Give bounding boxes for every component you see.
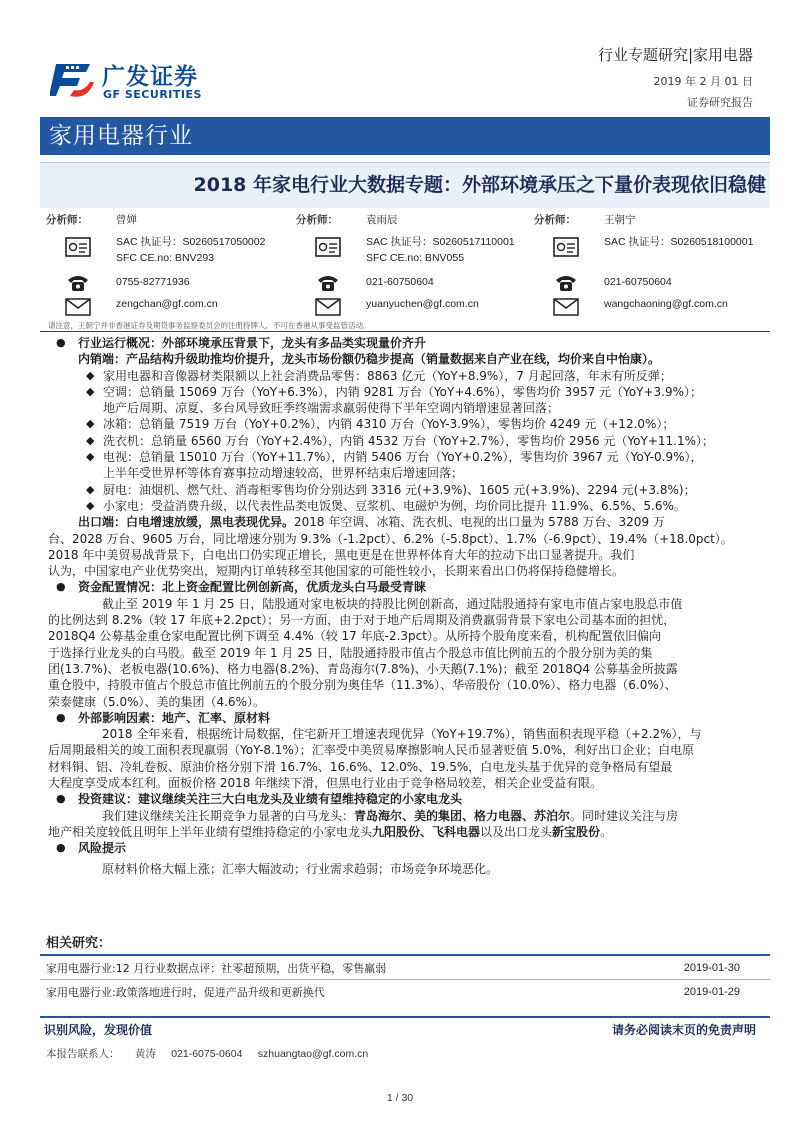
page-number: 1 / 30 <box>386 1092 414 1104</box>
related-item[interactable] <box>40 979 770 1004</box>
diamond-bullet-icon: ◆ <box>86 433 95 447</box>
contact-phone: 021-6075-0604 <box>171 1048 243 1060</box>
contact-label: 本报告联系人： <box>46 1048 120 1060</box>
diamond-bullet-icon: ◆ <box>86 498 95 512</box>
subsection-heading: 内销端：产品结构升级助推均价提升，龙头市场份额仍稳步提高（销量数据来自产业在线，均价来自中怡康）。 <box>78 352 661 367</box>
footer-slogan: 识别风险，发现价值 <box>44 1023 153 1037</box>
gf-logo <box>50 56 220 106</box>
sector-banner: 家用电器行业 <box>40 117 770 155</box>
contact-name: 黄涛 <box>134 1048 156 1060</box>
analyst-sfc: SFC CE.no: BNV055 <box>366 252 465 264</box>
paragraph-line: 大程度享受成本红利。面板价格 2018 年继续下滑，但黑电行业由于竞争格局较差，相关企业受益有限。 <box>48 776 603 791</box>
related-title: 相关研究： <box>46 936 112 951</box>
export-paragraph-line: 台、2028 万台、9605 万台，同比增速分别为 9.3%（-1.2pct）、6.2%（-5.8pct）、1.7%（-6.9pct）、19.4%（+18.0pct）。 <box>48 531 733 546</box>
report-type: 证券研究报告 <box>687 96 753 109</box>
analyst-card <box>296 212 526 318</box>
analyst-sac: SAC 执证号：S0260518100001 <box>604 236 754 248</box>
paragraph-line: 的比例达到 8.2%（较 17 年底+2.2pct）；另一方面，由于对于地产后周期及消费羸弱背景下家电公司基本面的担忧， <box>48 613 676 628</box>
diamond-bullet-icon: ◆ <box>86 368 95 382</box>
export-paragraph-line: 2018 年中美贸易战背景下，白电出口仍实现正增长，黑电更是在世界杯体育大年的拉动下出口显著提升。我们 <box>48 547 635 562</box>
paragraph-line: 于选择行业龙头的白马股。截至 2019 年 1 月 25 日，陆股通持股市值占个股总市值比例前五的个股分别为美的集 <box>48 645 653 660</box>
section-heading: ● 风险提示 <box>56 841 127 856</box>
logo-cn-text: 广发证券 <box>102 64 198 90</box>
header-meta <box>598 44 753 110</box>
analyst-email[interactable]: yuanyuchen@gf.com.cn <box>366 298 479 310</box>
analyst-role: 分析师： <box>296 214 338 226</box>
paragraph-line: 重仓股中，持股市值占个股总市值比例前五的个股分别为奥佳华（11.3%）、华帝股份（10.0%）、格力电器（6.0%）、 <box>48 678 677 693</box>
divider <box>40 331 770 332</box>
contact-email[interactable]: szhuangtao@gf.com.cn <box>257 1048 369 1060</box>
list-item: ◆ 家用电器和音像器材类限额以上社会消费品零售：8863 亿元（YoY+8.9%），7 月起回落，年末有所反弹； <box>86 368 672 383</box>
certificate-icon <box>64 236 92 260</box>
list-item-continuation: 上半年受世界杯等体育赛事拉动增速较高，世界杯结束后增速回落； <box>103 466 464 481</box>
diamond-bullet-icon: ◆ <box>86 482 95 496</box>
section-heading: ● 行业运行概况：外部环境承压背景下，龙头有多品类实现量价齐升 <box>56 336 427 350</box>
diamond-bullet-icon: ◆ <box>86 384 95 398</box>
analyst-phone: 021-60750604 <box>366 276 434 288</box>
paragraph-line: 荣泰健康（5.0%）、美的集团（4.6%）。 <box>48 694 265 709</box>
analyst-sac: SAC 执证号：S0260517050002 <box>116 236 266 248</box>
list-item: ◆ 洗衣机：总销量 6560 万台（YoY+2.4%），内销 4532 万台（YoY+2.7%），零售均价 2956 元（YoY+11.1%）； <box>86 433 714 448</box>
footer-disclaimer-link[interactable]: 请务必阅读末页的免责声明 <box>611 1023 756 1037</box>
report-date: 2019 年 2 月 01 日 <box>653 75 753 88</box>
gf-logo-mark-icon <box>50 56 96 102</box>
analyst-role: 分析师： <box>46 214 88 226</box>
bullet-icon: ● <box>56 792 66 806</box>
section-heading: ● 投资建议：建议继续关注三大白电龙头及业绩有望维持稳定的小家电龙头 <box>56 792 463 807</box>
export-paragraph-line: 认为，中国家电产业优势突出，短期内订单转移至其他国家的可能性较小，长期来看出口仍将保持稳健增长。 <box>48 564 625 579</box>
analyst-phone: 0755-82771936 <box>116 276 190 288</box>
analyst-card <box>46 212 276 318</box>
analyst-email[interactable]: wangchaoning@gf.com.cn <box>604 298 728 310</box>
paragraph-line: 截止至 2019 年 1 月 25 日，陆股通对家电板块的持股比例创新高，通过陆股通持有家电市值占家电股总市值 <box>102 596 683 611</box>
list-item: ◆ 电视：总销量 15010 万台（YoY+11.7%），内销 5406 万台（YoY+0.2%），零售均价 3967 元（YoY-0.9%）， <box>86 450 703 465</box>
analyst-card <box>534 212 764 318</box>
mail-icon <box>65 298 91 316</box>
phone-icon <box>66 274 90 292</box>
analyst-name: 曾婵 <box>116 214 137 226</box>
related-item-title[interactable]: 家用电器行业:12 月行业数据点评：社零超预期，出货平稳，零售羸弱 <box>46 962 387 975</box>
certificate-icon <box>314 236 342 260</box>
export-paragraph: 出口端：白电增速放缓，黑电表现优异。2018 年空调、冰箱、洗衣机、电视的出口量为 5788 万台、3209 万 <box>78 515 665 530</box>
page-header <box>0 0 800 112</box>
related-item-title[interactable]: 家用电器行业:政策落地进行时，促进产品升级和更新换代 <box>46 986 325 999</box>
related-item-date: 2019-01-29 <box>683 986 740 998</box>
mail-icon <box>553 298 579 316</box>
report-category: 行业专题研究|家用电器 <box>597 46 753 64</box>
bullet-icon: ● <box>56 336 66 349</box>
phone-icon <box>554 274 578 292</box>
footer-divider <box>40 1016 770 1018</box>
diamond-bullet-icon: ◆ <box>86 450 95 464</box>
certificate-icon <box>552 236 580 260</box>
paragraph-line: 团(13.7%)、老板电器(10.6%)、格力电器(8.2%)、青岛海尔(7.8%)、小天鹅(7.1%)；截至 2018Q4 公募基金所披露 <box>48 661 678 676</box>
contact-line <box>46 1046 380 1061</box>
risk-text: 原材料价格大幅上涨；汇率大幅波动；行业需求趋弱；市场竞争环境恶化。 <box>102 861 499 876</box>
logo-en-text: GF SECURITIES <box>103 88 202 101</box>
mail-icon <box>315 298 341 316</box>
report-summary <box>48 335 766 877</box>
paragraph-line: 后周期最相关的竣工面积表现羸弱（YoY-8.1%）；汇率受中美贸易摩擦影响人民币显著贬值 5.0%，利好出口企业；白电原 <box>48 743 695 758</box>
section-heading: ● 资金配置情况：北上资金配置比例创新高，优质龙头白马最受青睐 <box>56 580 427 595</box>
analyst-email[interactable]: zengchan@gf.com.cn <box>116 298 218 310</box>
paragraph-line: 2018Q4 公募基金重仓家电配置比例下调至 4.4%（较 17 年底-2.3pct）。从所持个股角度来看，机构配置依旧偏向 <box>48 629 661 644</box>
analyst-block <box>46 212 776 318</box>
phone-icon <box>316 274 340 292</box>
related-item-date: 2019-01-30 <box>683 962 740 974</box>
bullet-icon: ● <box>56 580 66 594</box>
paragraph-line: 材料铜、铝、冷轧卷板、原油价格分别下滑 16.7%、16.6%、12.0%、19.5%，白电龙头基于优异的竞争格局有望最 <box>48 759 673 774</box>
analyst-phone: 021-60750604 <box>604 276 672 288</box>
paragraph-line: 2018 全年来看，根据统计局数据，住宅新开工增速表现优异（YoY+19.7%），销售面积表现平稳（+2.2%），与 <box>102 727 702 742</box>
paragraph-line: 地产相关度较低且明年上半年业绩有望维持稳定的小家电龙头九阳股份、飞科电器以及出口龙头新宝股份。 <box>48 824 613 839</box>
list-item: ◆ 厨电：油烟机、燃气灶、消毒柜零售均价分别达到 3316 元(+3.9%)、1605 元(+3.9%)、2294 元(+3.8%)； <box>86 482 696 497</box>
list-item-continuation: 地产后周期、凉夏、多台风导致旺季终端需求羸弱使得下半年空调内销增速显著回落； <box>103 401 560 416</box>
paragraph-line: 我们建议继续关注长期竞争力显著的白马龙头：青岛海尔、美的集团、格力电器、苏泊尔。同时建议关注与房 <box>102 808 679 823</box>
analyst-name: 袁雨辰 <box>366 214 398 226</box>
bullet-icon: ● <box>56 841 66 855</box>
report-title: 2018 年家电行业大数据专题：外部环境承压之下量价表现依旧稳健 <box>40 162 770 208</box>
related-research <box>40 932 770 1004</box>
list-item: ◆ 冰箱：总销量 7519 万台（YoY+0.2%），内销 4310 万台（YoY-3.9%），零售均价 4249 元（+12.0%）； <box>86 417 675 432</box>
section-heading: ● 外部影响因素：地产、汇率、原材料 <box>56 710 271 725</box>
regulatory-notice: 请注意，王朝宁并非香港证券及期货事务监察委员会的注册持牌人，不可在香港从事受监管活动。 <box>48 321 371 330</box>
analyst-name: 王朝宁 <box>604 214 636 226</box>
list-item: ◆ 小家电：受益消费升级，以代表性品类电饭煲、豆浆机、电磁炉为例，均价同比提升 11.9%、6.5%、5.6%。 <box>86 498 686 513</box>
analyst-role: 分析师： <box>534 214 576 226</box>
list-item: ◆ 空调：总销量 15069 万台（YoY+6.3%），内销 9281 万台（YoY+4.6%），零售均价 3957 元（YoY+3.9%）； <box>86 384 702 399</box>
analyst-sfc: SFC CE.no: BNV293 <box>116 252 215 264</box>
related-item[interactable] <box>40 954 770 979</box>
bullet-icon: ● <box>56 710 66 724</box>
diamond-bullet-icon: ◆ <box>86 417 95 431</box>
analyst-sac: SAC 执证号：S0260517110001 <box>366 236 515 248</box>
